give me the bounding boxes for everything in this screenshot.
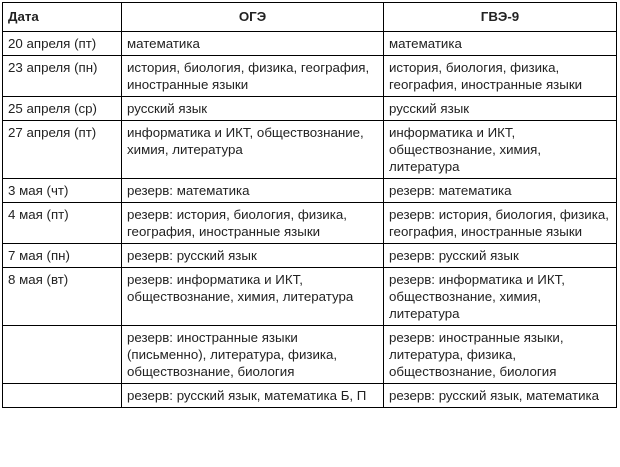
table-row [3,384,617,408]
gve-cell: резерв: иностранные языки, литература, физика, обществознание, биология [384,326,617,384]
gve-cell: резерв: русский язык, математика [384,384,617,408]
table-row [3,179,617,203]
gve-cell: резерв: русский язык [384,244,617,268]
gve-cell: математика [384,32,617,56]
gve-cell: русский язык [384,97,617,121]
table-row [3,56,617,97]
oge-cell: резерв: русский язык, математика Б, П [122,384,384,408]
date-cell: 3 мая (чт) [3,179,122,203]
date-cell: 8 мая (вт) [3,268,122,326]
table-row [3,326,617,384]
gve-cell: резерв: информатика и ИКТ, обществознание, химия, литература [384,268,617,326]
table-row [3,268,617,326]
date-cell: 20 апреля (пт) [3,32,122,56]
table-row [3,203,617,244]
oge-cell: математика [122,32,384,56]
header-date: Дата [3,3,122,32]
exam-schedule-table [2,2,617,408]
table-header-row [3,3,617,32]
oge-cell: резерв: история, биология, физика, география, иностранные языки [122,203,384,244]
date-cell: 27 апреля (пт) [3,121,122,179]
gve-cell: резерв: математика [384,179,617,203]
date-cell [3,326,122,384]
table-row [3,32,617,56]
table-row [3,244,617,268]
date-cell: 4 мая (пт) [3,203,122,244]
gve-cell: информатика и ИКТ, обществознание, химия, литература [384,121,617,179]
header-oge: ОГЭ [122,3,384,32]
table-row [3,121,617,179]
gve-cell: резерв: история, биология, физика, география, иностранные языки [384,203,617,244]
header-gve: ГВЭ-9 [384,3,617,32]
oge-cell: резерв: иностранные языки (письменно), литература, физика, обществознание, биология [122,326,384,384]
gve-cell: история, биология, физика, география, иностранные языки [384,56,617,97]
oge-cell: резерв: информатика и ИКТ, обществознание, химия, литература [122,268,384,326]
date-cell: 23 апреля (пн) [3,56,122,97]
oge-cell: резерв: математика [122,179,384,203]
oge-cell: история, биология, физика, география, иностранные языки [122,56,384,97]
oge-cell: русский язык [122,97,384,121]
date-cell: 25 апреля (ср) [3,97,122,121]
oge-cell: резерв: русский язык [122,244,384,268]
oge-cell: информатика и ИКТ, обществознание, химия, литература [122,121,384,179]
date-cell [3,384,122,408]
table-row [3,97,617,121]
date-cell: 7 мая (пн) [3,244,122,268]
